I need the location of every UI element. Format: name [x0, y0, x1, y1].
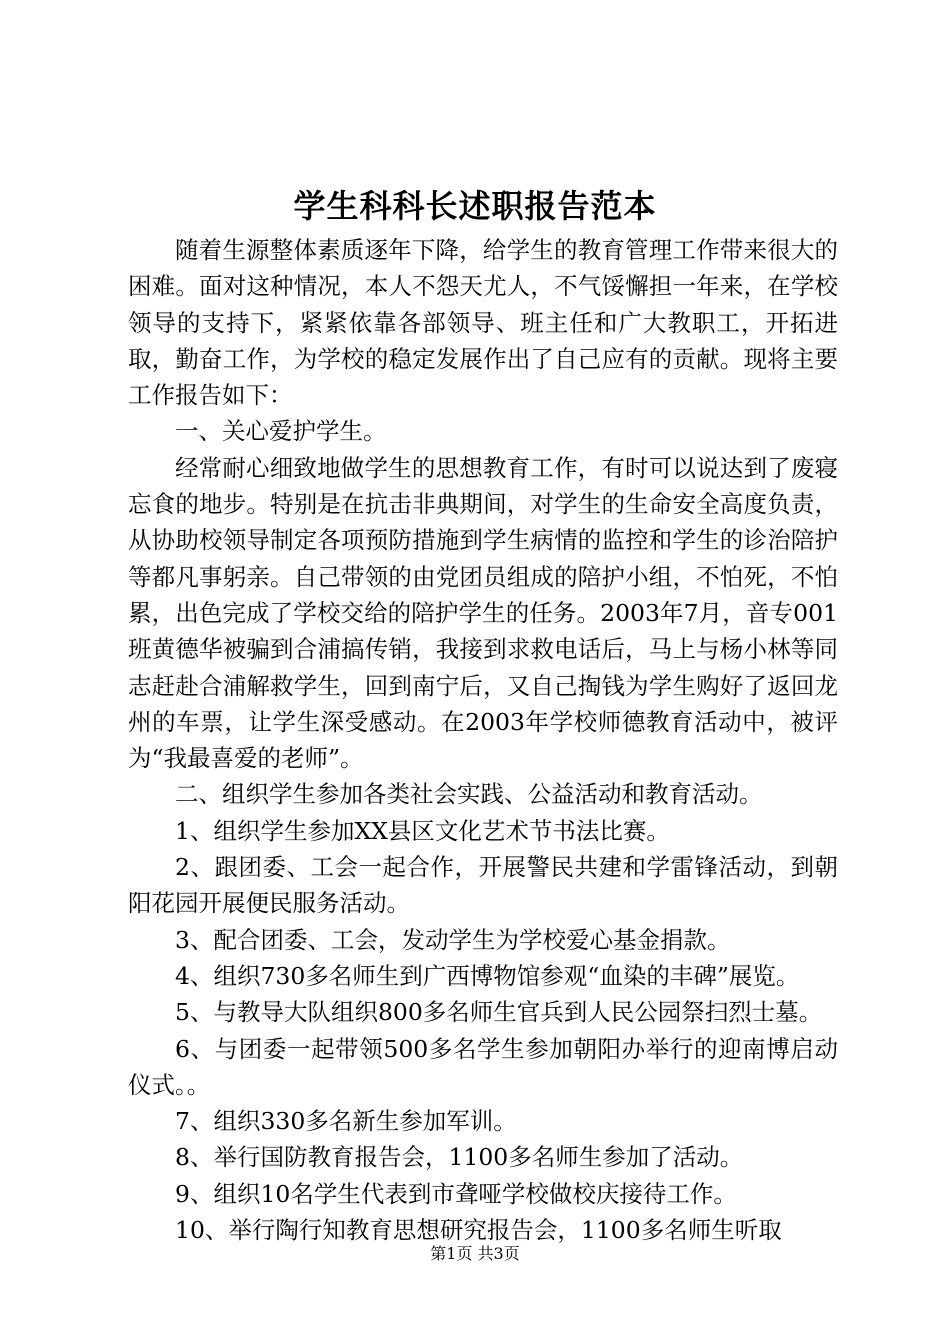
list-item: 6、与团委一起带领500多名学生参加朝阳办举行的迎南博启动仪式。。 — [128, 1034, 838, 1099]
list-item: 10、举行陶行知教育思想研究报告会，1100多名师生听取 — [175, 1216, 782, 1245]
page-footer: 第1页 共3页 — [430, 1244, 520, 1263]
list-item: 4、组织730多名师生到广西博物馆参观“血染的丰碑”展览。 — [175, 961, 800, 990]
section-heading-1: 一、关心爱护学生。 — [175, 417, 387, 446]
paragraph-section-1: 经常耐心细致地做学生的思想教育工作，有时可以说达到了废寝忘食的地步。特别是在抗击非典期间，对学生的生命安全高度负责，从协助校领导制定各项预防措施到学生病情的监控和学生的诊治陪护等都凡事躬亲。自己带领的由党团员组成的陪护小组，不怕死，不怕累，出色完成了学校交给的陪护学生的任务。2003年7月，音专001班黄德华被骗到合浦搞传销，我接到求救电话后，马上与杨小林等同志赶赴合浦解救学生，回到南宁后，又自己掏钱为学生购好了返回龙州的车票，让学生深受感动。在2003年学校师德教育活动中，被评为“我最喜爱的老师”。 — [128, 453, 838, 773]
list-item: 3、配合团委、工会，发动学生为学校爱心基金捐款。 — [175, 925, 731, 954]
list-item: 1、组织学生参加XX县区文化艺术节书法比赛。 — [175, 816, 670, 845]
list-item: 9、组织10名学生代表到市聋哑学校做校庆接待工作。 — [175, 1179, 737, 1208]
list-item: 7、组织330多名新生参加军训。 — [175, 1107, 517, 1136]
section-heading-2: 二、组织学生参加各类社会实践、公益活动和教育活动。 — [175, 780, 763, 809]
list-item: 2、跟团委、工会一起合作，开展警民共建和学雷锋活动，到朝阳花园开展便民服务活动。 — [128, 853, 838, 918]
document-body — [128, 232, 838, 1248]
paragraph-intro: 随着生源整体素质逐年下降，给学生的教育管理工作带来很大的困难。面对这种情况，本人不怨天尤人，不气馁懈担一年来，在学校领导的支持下，紧紧依靠各部领导、班主任和广大教职工，开拓进取，勤奋工作，为学校的稳定发展作出了自己应有的贡献。现将主要工作报告如下： — [128, 236, 838, 410]
list-item: 8、举行国防教育报告会，1100多名师生参加了活动。 — [175, 1143, 744, 1172]
list-item: 5、与教导大队组织800多名师生官兵到人民公园祭扫烈士墓。 — [175, 998, 823, 1027]
document-title: 学生科科长述职报告范本 — [293, 187, 657, 225]
